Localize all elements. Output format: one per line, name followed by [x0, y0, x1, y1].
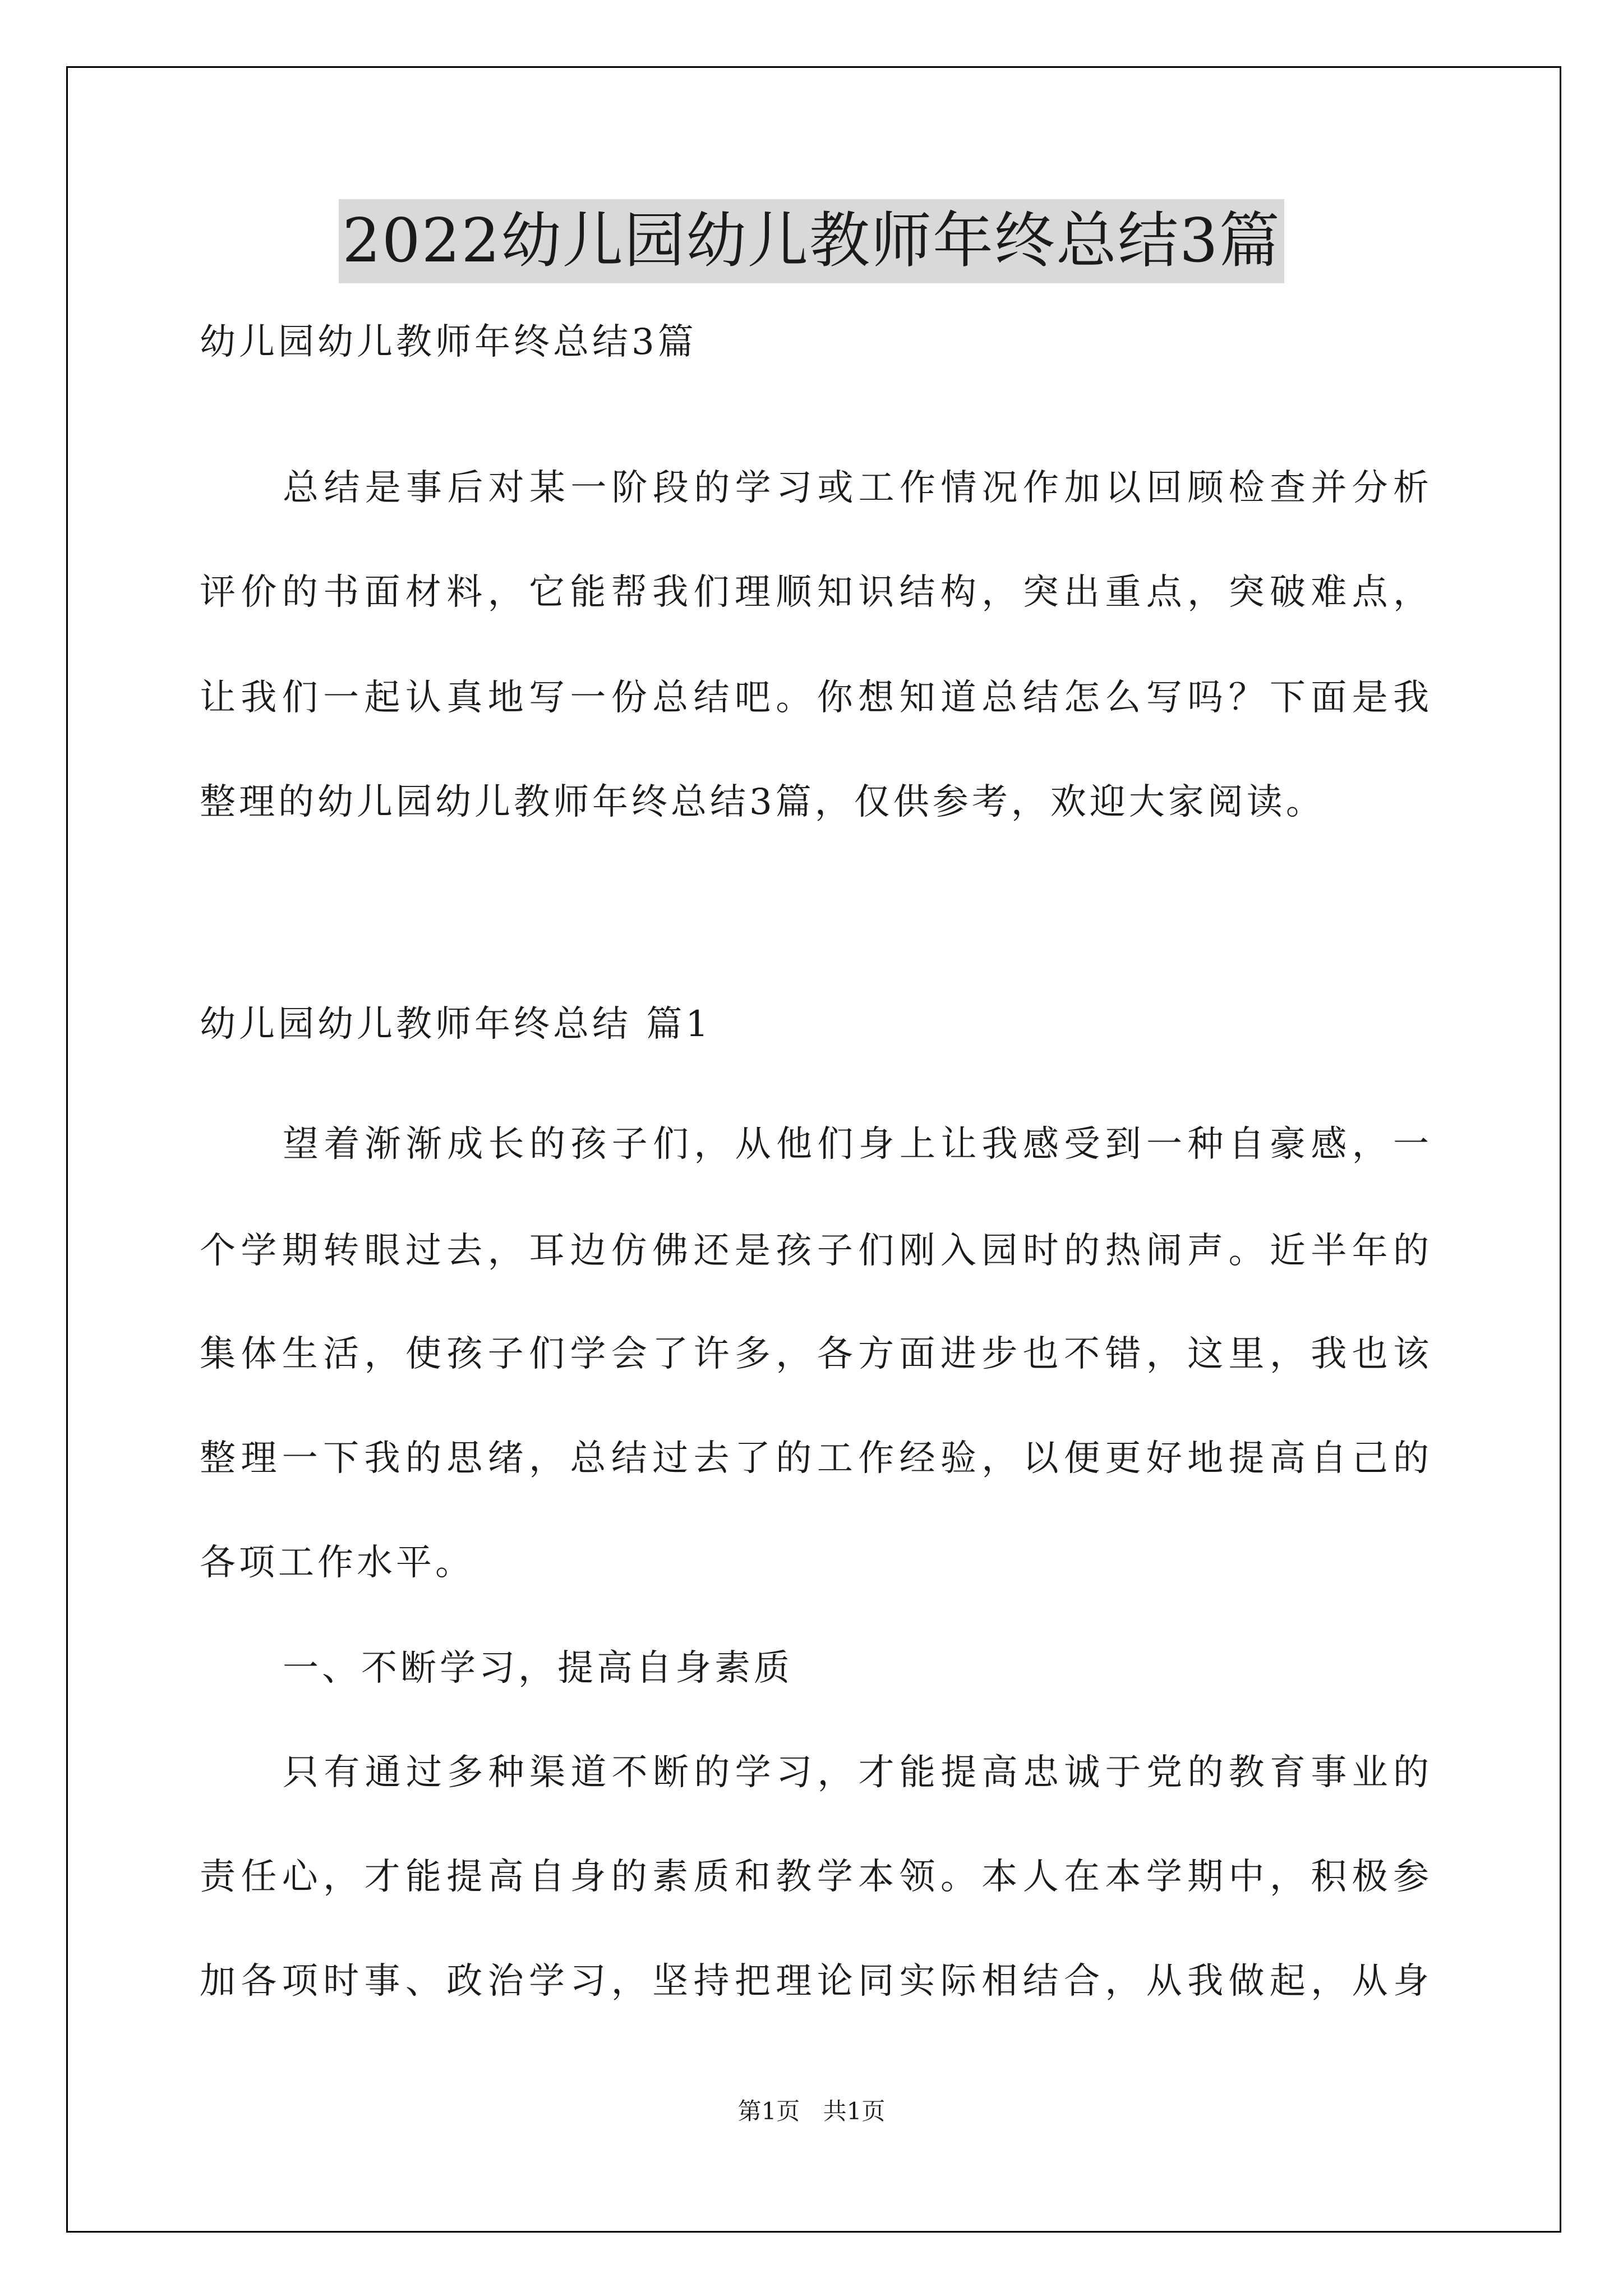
paragraph-line: 责任心，才能提高自身的素质和教学本领。本人在本学期中，积极参	[200, 1856, 1429, 1898]
section-heading: 幼儿园幼儿教师年终总结 篇1	[200, 1004, 712, 1045]
paragraph-line: 整理的幼儿园幼儿教师年终总结3篇，仅供参考，欢迎大家阅读。	[200, 781, 1325, 823]
subtitle-line: 幼儿园幼儿教师年终总结3篇	[200, 321, 697, 363]
paragraph-line: 整理一下我的思绪，总结过去了的工作经验，以便更好地提高自己的	[200, 1438, 1429, 1479]
paragraph-line: 望着渐渐成长的孩子们，从他们身上让我感受到一种自豪感，一	[283, 1124, 1429, 1165]
paragraph-line: 总结是事后对某一阶段的学习或工作情况作加以回顾检查并分析	[283, 467, 1429, 509]
page-number: 第1页	[737, 2097, 800, 2125]
page-total: 共1页	[823, 2097, 886, 2125]
paragraph-line: 各项工作水平。	[200, 1542, 474, 1584]
paragraph-line: 集体生活，使孩子们学会了许多，各方面进步也不错，这里，我也该	[200, 1333, 1429, 1375]
paragraph-line: 个学期转眼过去，耳边仿佛还是孩子们刚入园时的热闹声。近半年的	[200, 1230, 1429, 1272]
page-footer	[0, 2095, 1623, 2128]
title-container	[0, 199, 1623, 283]
paragraph-line: 让我们一起认真地写一份总结吧。你想知道总结怎么写吗？下面是我	[200, 677, 1429, 719]
document-title: 2022幼儿园幼儿教师年终总结3篇	[339, 199, 1284, 283]
paragraph-line: 加各项时事、政治学习，坚持把理论同实际相结合，从我做起，从身	[200, 1961, 1429, 2002]
paragraph-line: 评价的书面材料，它能帮我们理顺知识结构，突出重点，突破难点，	[200, 572, 1429, 613]
subsection-heading: 一、不断学习，提高自身素质	[283, 1648, 793, 1689]
paragraph-line: 只有通过多种渠道不断的学习，才能提高忠诚于党的教育事业的	[283, 1752, 1429, 1793]
